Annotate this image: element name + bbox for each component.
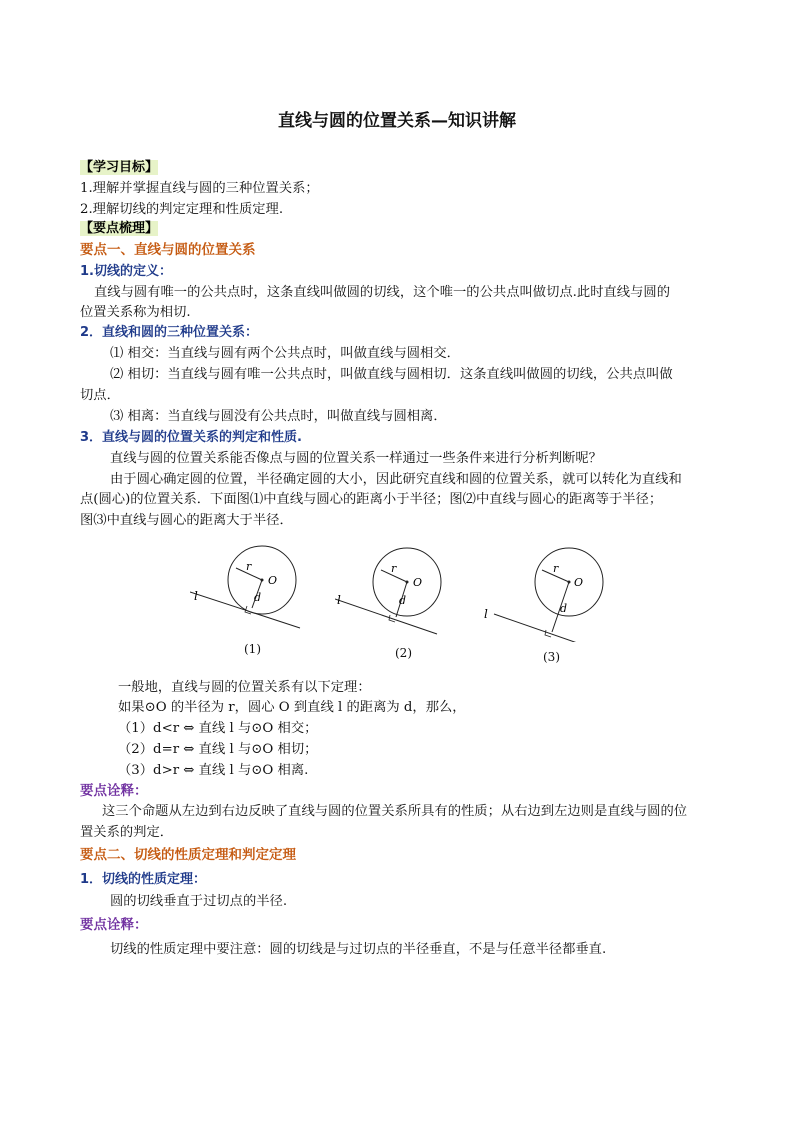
theorem-line: （3）d>r ⇔ 直线 l 与⊙O 相离. [118,763,309,778]
figure-separate [482,542,607,642]
subheading-three-relations: 2．直线和圆的三种位置关系： [80,325,259,340]
theorem-line: 如果⊙O 的半径为 r，圆心 O 到直线 l 的距离为 d，那么， [118,700,466,715]
paragraph-line: ⑴ 相交：当直线与圆有两个公共点时，叫做直线与圆相交． [110,346,460,361]
label-l: l [194,589,198,603]
paragraph-line: 置关系的判定． [80,825,174,840]
paragraph-line: 位置关系称为相切. [80,305,191,320]
figure-caption: (3) [543,650,560,664]
goal-item: 1.理解并掌握直线与圆的三种位置关系； [80,181,319,196]
figure-tangent [335,542,460,642]
label-r: r [553,562,559,575]
paragraph-line: 直线与圆的位置关系能否像点与圆的位置关系一样通过一些条件来进行分析判断呢？ [110,451,602,466]
paragraph-line: ⑶ 相离：当直线与圆没有公共点时，叫做直线与圆相离． [110,409,447,424]
paragraph-line: 这三个命题从左边到右边反映了直线与圆的位置关系所具有的性质；从右边到左边则是直线与圆的位 [102,804,688,819]
paragraph-line: 直线与圆有唯一的公共点时，这条直线叫做圆的切线，这个唯一的公共点叫做切点.此时直线与圆的 [94,285,670,300]
subheading-tangent-def: 1.切线的定义： [80,264,172,279]
figure-intersect [190,538,315,638]
paragraph-line: 圆的切线垂直于过切点的半径. [110,894,288,909]
paragraph-line: 切线的性质定理中要注意：圆的切线是与过切点的半径垂直，不是与任意半径都垂直. [110,942,607,957]
paragraph-line: 由于圆心确定圆的位置，半径确定圆的大小，因此研究直线和圆的位置关系，就可以转化为直线和 [110,472,682,487]
figure-caption: (2) [395,646,412,660]
subheading-tangent-property: 1．切线的性质定理： [80,872,207,887]
label-d: d [254,591,262,604]
label-o: O [413,576,423,589]
figure-caption: (1) [244,642,261,656]
section-heading-2: 要点二、切线的性质定理和判定定理 [80,847,296,863]
section-heading-1: 要点一、直线与圆的位置关系 [80,242,256,258]
paragraph-line: 图⑶中直线与圆心的距离大于半径． [80,513,293,528]
label-d: d [560,602,568,615]
goal-item: 2.理解切线的判定定理和性质定理. [80,202,284,217]
subheading-judge: 3．直线与圆的位置关系的判定和性质. [80,430,302,445]
label-r: r [391,562,397,575]
page-title: 直线与圆的位置关系—知识讲解 [278,111,516,131]
label-o: O [574,576,584,589]
label-l: l [484,607,488,621]
label-r: r [246,560,252,573]
label-d: d [399,594,407,607]
theorem-line: （1）d<r ⇔ 直线 l 与⊙O 相交； [118,721,318,736]
note-heading: 要点诠释： [80,917,148,933]
label-l: l [337,593,341,607]
theorem-line: 一般地，直线与圆的位置关系有以下定理： [118,680,371,695]
theorem-line: （2）d=r ⇔ 直线 l 与⊙O 相切； [118,742,318,757]
learning-goals-heading: 【学习目标】 [80,160,159,175]
label-o: O [268,574,278,587]
summary-heading: 【要点梳理】 [80,221,159,236]
note-heading: 要点诠释： [80,783,148,799]
paragraph-line: ⑵ 相切：当直线与圆有唯一公共点时，叫做直线与圆相切．这条直线叫做圆的切线，公共点叫做 [110,367,673,382]
paragraph-line: 点(圆心)的位置关系．下面图⑴中直线与圆心的距离小于半径；图⑵中直线与圆心的距离等于半径； [80,492,663,507]
paragraph-line: 切点． [80,388,120,403]
